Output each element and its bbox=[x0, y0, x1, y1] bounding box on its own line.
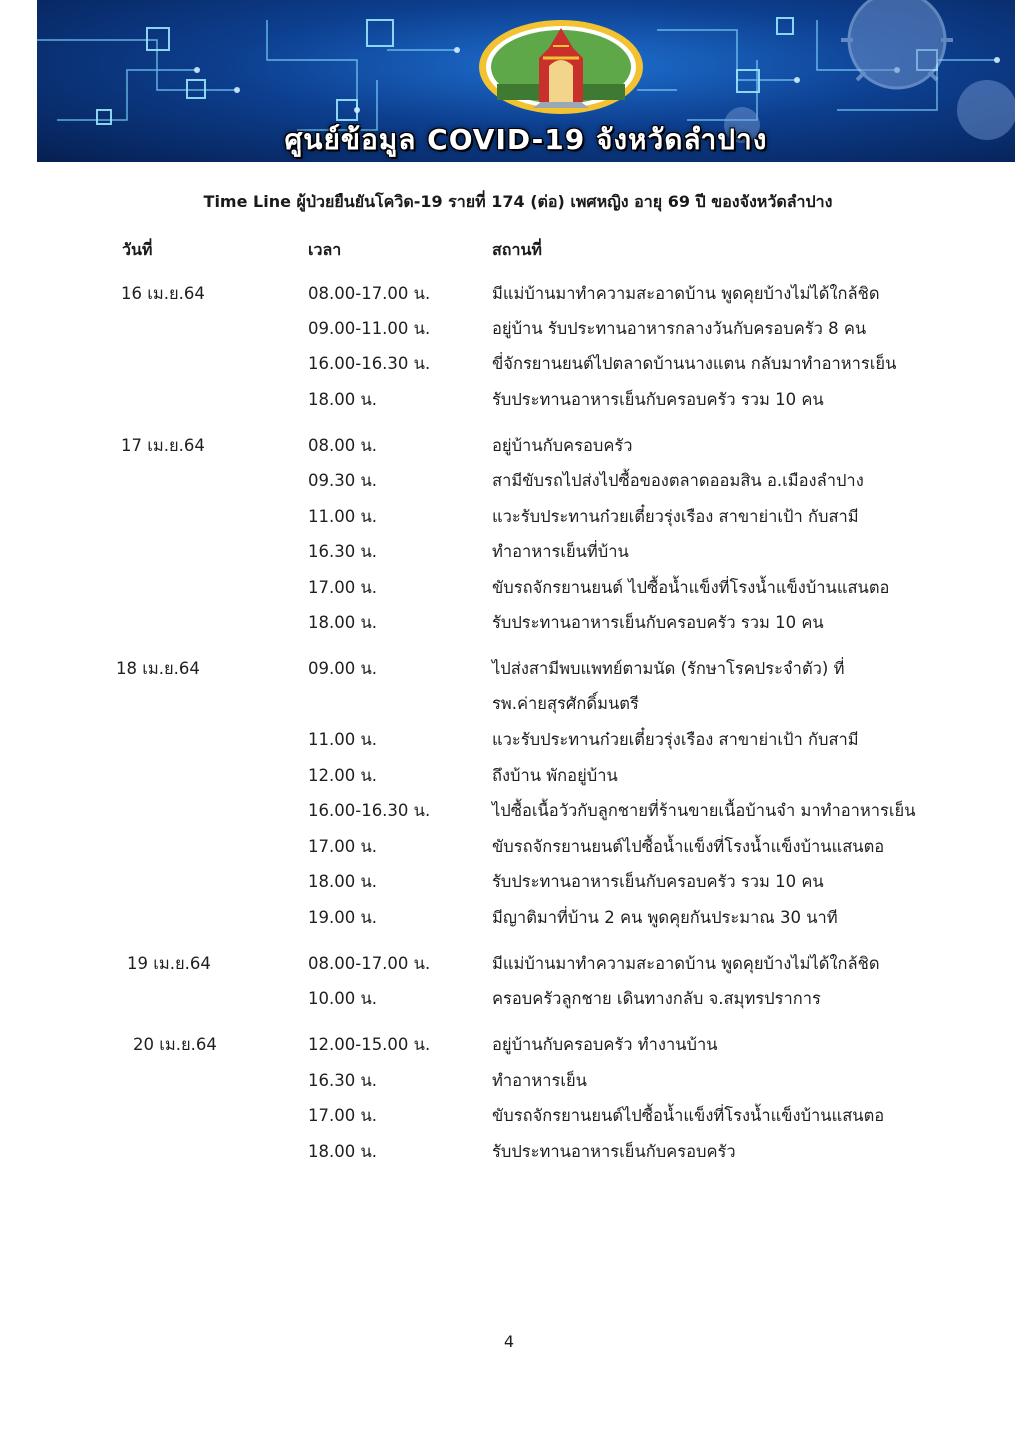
document-title: Time Line ผู้ป่วยยืนยันโควิด-19 รายที่ 174 (ต่อ) เพศหญิง อายุ 69 ปี ของจังหวัดลำปาง bbox=[203, 192, 833, 211]
row-place: รับประทานอาหารเย็นกับครอบครัว รวม 10 คน bbox=[492, 390, 824, 409]
row-place: ทำอาหารเย็น bbox=[492, 1071, 587, 1090]
table-row bbox=[0, 986, 1018, 1020]
row-time: 17.00 น. bbox=[308, 578, 378, 597]
row-time: 16.00-16.30 น. bbox=[308, 801, 431, 820]
row-place: ขับรถจักรยานยนต์ไปซื้อน้ำแข็งที่โรงน้ำแข็งบ้านแสนตอ bbox=[492, 837, 885, 856]
lampang-seal-logo bbox=[477, 18, 645, 116]
row-place: แวะรับประทานก๋วยเตี๋ยวรุ่งเรือง สาขาย่าเป้า กับสามี bbox=[492, 730, 859, 749]
row-time: 19.00 น. bbox=[308, 908, 378, 927]
row-time: 18.00 น. bbox=[308, 390, 378, 409]
row-time: 09.30 น. bbox=[308, 471, 378, 490]
table-row bbox=[0, 281, 1018, 315]
row-time: 09.00-11.00 น. bbox=[308, 319, 431, 338]
row-date: 20 เม.ย.64 bbox=[133, 1035, 217, 1054]
table-row bbox=[0, 387, 1018, 421]
row-date: 18 เม.ย.64 bbox=[116, 659, 200, 678]
row-place: สามีขับรถไปส่งไปซื้อของตลาดออมสิน อ.เมืองลำปาง bbox=[492, 471, 864, 490]
row-place: ครอบครัวลูกชาย เดินทางกลับ จ.สมุทรปราการ bbox=[492, 989, 821, 1008]
row-date: 17 เม.ย.64 bbox=[121, 436, 205, 455]
row-time: 17.00 น. bbox=[308, 1106, 378, 1125]
column-header-time: เวลา bbox=[308, 240, 342, 259]
row-place: มีแม่บ้านมาทำความสะอาดบ้าน พูดคุยบ้างไม่ได้ใกล้ชิด bbox=[492, 284, 880, 303]
row-time: 12.00 น. bbox=[308, 766, 378, 785]
row-place: มีญาติมาที่บ้าน 2 คน พูดคุยกันประมาณ 30 นาที bbox=[492, 908, 838, 927]
table-row bbox=[0, 1139, 1018, 1173]
row-place: อยู่บ้าน รับประทานอาหารกลางวันกับครอบครัว 8 คน bbox=[492, 319, 867, 338]
row-time: 08.00 น. bbox=[308, 436, 378, 455]
column-header-date: วันที่ bbox=[122, 240, 153, 259]
row-place: รพ.ค่ายสุรศักดิ์มนตรี bbox=[492, 694, 639, 713]
row-place: รับประทานอาหารเย็นกับครอบครัว รวม 10 คน bbox=[492, 613, 824, 632]
row-place: ขี่จักรยานยนต์ไปตลาดบ้านนางแตน กลับมาทำอาหารเย็น bbox=[492, 354, 897, 373]
table-row bbox=[0, 798, 1018, 832]
table-row bbox=[0, 610, 1018, 644]
row-time: 17.00 น. bbox=[308, 837, 378, 856]
row-place: อยู่บ้านกับครอบครัว bbox=[492, 436, 633, 455]
table-row bbox=[0, 691, 1018, 725]
header-banner bbox=[37, 0, 1015, 162]
row-time: 12.00-15.00 น. bbox=[308, 1035, 431, 1054]
table-row bbox=[0, 504, 1018, 538]
table-row bbox=[0, 1068, 1018, 1102]
row-place: ทำอาหารเย็นที่บ้าน bbox=[492, 542, 629, 561]
table-row bbox=[0, 905, 1018, 939]
row-time: 18.00 น. bbox=[308, 613, 378, 632]
row-time: 09.00 น. bbox=[308, 659, 378, 678]
virus-icon bbox=[841, 0, 953, 88]
table-row bbox=[0, 433, 1018, 467]
row-date: 16 เม.ย.64 bbox=[121, 284, 205, 303]
row-time: 16.00-16.30 น. bbox=[308, 354, 431, 373]
row-place: ไปส่งสามีพบแพทย์ตามนัด (รักษาโรคประจำตัว) ที่ bbox=[492, 659, 845, 678]
table-row bbox=[0, 351, 1018, 385]
row-time: 18.00 น. bbox=[308, 1142, 378, 1161]
row-time: 11.00 น. bbox=[308, 730, 378, 749]
table-row bbox=[0, 575, 1018, 609]
row-time: 08.00-17.00 น. bbox=[308, 954, 431, 973]
table-row bbox=[0, 869, 1018, 903]
table-row bbox=[0, 763, 1018, 797]
table-row bbox=[0, 951, 1018, 985]
row-time: 18.00 น. bbox=[308, 872, 378, 891]
row-place: ไปซื้อเนื้อวัวกับลูกชายที่ร้านขายเนื้อบ้านจำ มาทำอาหารเย็น bbox=[492, 801, 916, 820]
row-time: 08.00-17.00 น. bbox=[308, 284, 431, 303]
table-row bbox=[0, 539, 1018, 573]
table-row bbox=[0, 1032, 1018, 1066]
row-place: มีแม่บ้านมาทำความสะอาดบ้าน พูดคุยบ้างไม่ได้ใกล้ชิด bbox=[492, 954, 880, 973]
row-time: 11.00 น. bbox=[308, 507, 378, 526]
table-row bbox=[0, 656, 1018, 690]
row-place: อยู่บ้านกับครอบครัว ทำงานบ้าน bbox=[492, 1035, 718, 1054]
table-row bbox=[0, 834, 1018, 868]
row-place: รับประทานอาหารเย็นกับครอบครัว bbox=[492, 1142, 736, 1161]
banner-title: ศูนย์ข้อมูล COVID-19 จังหวัดลำปาง bbox=[284, 123, 768, 156]
row-place: ขับรถจักรยานยนต์ไปซื้อน้ำแข็งที่โรงน้ำแข็งบ้านแสนตอ bbox=[492, 1106, 885, 1125]
row-place: แวะรับประทานก๋วยเตี๋ยวรุ่งเรือง สาขาย่าเป้า กับสามี bbox=[492, 507, 859, 526]
row-place: ถึงบ้าน พักอยู่บ้าน bbox=[492, 766, 618, 785]
row-date: 19 เม.ย.64 bbox=[127, 954, 211, 973]
column-header-place: สถานที่ bbox=[492, 240, 542, 259]
row-time: 10.00 น. bbox=[308, 989, 378, 1008]
page-number: 4 bbox=[503, 1332, 515, 1351]
row-time: 16.30 น. bbox=[308, 542, 378, 561]
table-row bbox=[0, 1103, 1018, 1137]
table-row bbox=[0, 468, 1018, 502]
table-row bbox=[0, 316, 1018, 350]
row-place: ขับรถจักรยานยนต์ ไปซื้อน้ำแข็งที่โรงน้ำแข็งบ้านแสนตอ bbox=[492, 578, 890, 597]
table-row bbox=[0, 727, 1018, 761]
row-time: 16.30 น. bbox=[308, 1071, 378, 1090]
row-place: รับประทานอาหารเย็นกับครอบครัว รวม 10 คน bbox=[492, 872, 824, 891]
